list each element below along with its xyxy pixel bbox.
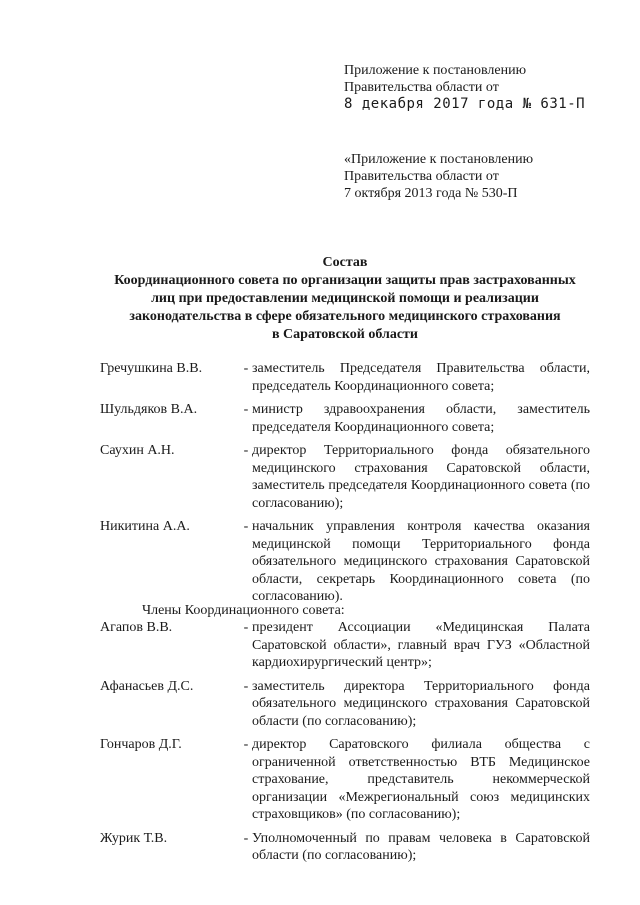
leader-row (100, 401, 590, 436)
member-row (100, 736, 590, 824)
title-line4: законодательства в сфере обязательного медицинского страхования (129, 309, 561, 324)
leader-role: министр здравоохранения области, заместитель председателя Координационного совета; (252, 402, 590, 435)
member-dash: - (243, 830, 249, 846)
document-title (80, 254, 610, 344)
appendix-original-line3: 7 октября 2013 года № 530-П (344, 186, 518, 201)
appendix-original-block (344, 151, 634, 202)
members-list (100, 619, 590, 871)
leader-dash: - (243, 443, 249, 458)
appendix-original-line1: «Приложение к постановлению (344, 152, 534, 167)
leaders-list (100, 360, 590, 612)
appendix-current-line3: 8 декабря 2017 года № 631-П (344, 96, 586, 112)
member-row (100, 830, 590, 865)
member-row (100, 619, 590, 672)
leader-role: директор Территориального фонда обязательного медицинского страхования Саратовской области, заместитель председателя Координационного совета (по согласованию); (252, 443, 590, 511)
members-heading: Члены Координационного совета: (142, 603, 345, 618)
member-role: заместитель директора Территориального фонда обязательного медицинского страхования Саратовской области (по согласованию); (252, 678, 590, 729)
leader-role: начальник управления контроля качества оказания медицинской помощи Территориального фонда обязательного медицинского страхования Саратовской области, секретарь Координационного совета (по согласованию). (252, 519, 590, 604)
member-role: директор Саратовского филиала общества с ограниченной ответственностью ВТБ Медицинское страхование, представитель некоммерческой организации «Межрегиональный союз медицинских страховщиков» (по согласованию); (252, 737, 590, 822)
member-name: Афанасьев Д.С. (100, 678, 194, 694)
leader-dash: - (243, 361, 249, 376)
leader-dash: - (243, 402, 249, 417)
appendix-current-line1: Приложение к постановлению (344, 63, 527, 78)
title-line1: Состав (322, 255, 368, 270)
member-role: президент Ассоциации «Медицинская Палата Саратовской области», главный врач ГУЗ «Областной кардиохирургический центр»; (252, 620, 590, 670)
title-line5: в Саратовской области (272, 327, 418, 342)
member-row (100, 678, 590, 731)
title-line3: лиц при предоставлении медицинской помощи и реализации (151, 291, 539, 306)
leader-row (100, 518, 590, 606)
member-dash: - (243, 678, 249, 694)
member-name: Гончаров Д.Г. (100, 737, 182, 752)
leader-dash: - (243, 519, 249, 534)
leader-row (100, 360, 590, 395)
title-line2: Координационного совета по организации защиты прав застрахованных (114, 273, 576, 288)
appendix-current-block (344, 62, 634, 113)
member-dash: - (243, 620, 249, 635)
leader-name: Шульдяков В.А. (100, 402, 198, 417)
member-role: Уполномоченный по правам человека в Саратовской области (по согласованию); (252, 830, 590, 863)
leader-role: заместитель Председателя Правительства области, председатель Координационного совета; (252, 361, 590, 394)
leader-name: Никитина А.А. (100, 519, 190, 534)
member-name: Агапов В.В. (100, 620, 173, 635)
leader-name: Гречушкина В.В. (100, 361, 203, 376)
member-dash: - (243, 737, 249, 752)
appendix-original-line2: Правительства области от (344, 169, 499, 184)
leader-name: Саухин А.Н. (100, 443, 175, 458)
appendix-current-line2: Правительства области от (344, 80, 499, 95)
member-name: Журик Т.В. (100, 830, 168, 846)
leader-row (100, 442, 590, 512)
